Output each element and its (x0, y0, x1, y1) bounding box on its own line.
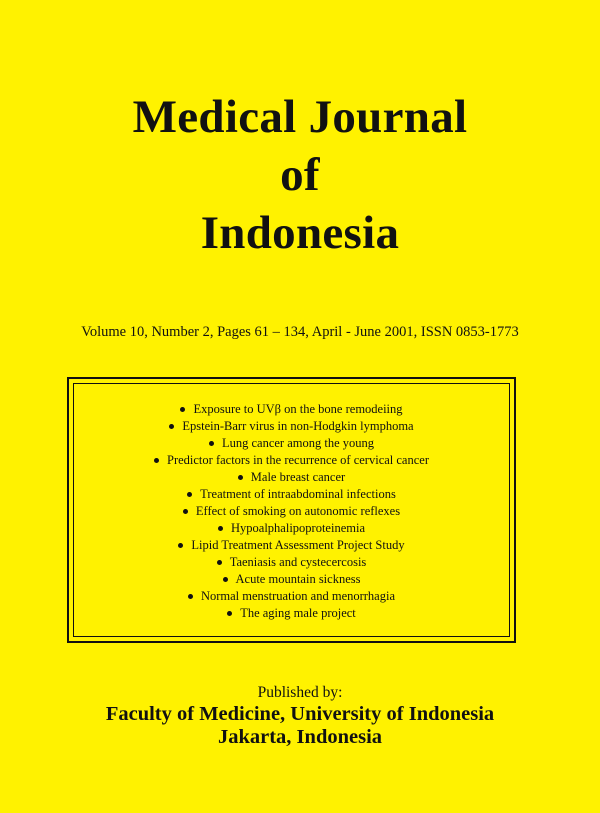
article-title: Exposure to UVβ on the bone remodeiing (193, 402, 403, 416)
article-title: Male breast cancer (250, 470, 346, 484)
publisher-label: Published by: (257, 684, 343, 701)
article-title: Acute mountain sickness (235, 572, 361, 586)
list-item (74, 520, 509, 537)
title-line-1: Medical Journal (132, 91, 468, 143)
list-item (74, 554, 509, 571)
bullet-icon (209, 441, 214, 446)
article-title: Effect of smoking on autonomic reflexes (195, 504, 401, 518)
bullet-icon (183, 509, 188, 514)
publisher-name: Faculty of Medicine, University of Indonesia (105, 703, 495, 725)
list-item (74, 469, 509, 486)
bullet-icon (218, 526, 223, 531)
bullet-icon (169, 424, 174, 429)
bullet-icon (223, 577, 228, 582)
list-item (74, 605, 509, 622)
article-title: Normal menstruation and menorrhagia (200, 589, 396, 603)
list-item (74, 503, 509, 520)
issue-info: Volume 10, Number 2, Pages 61 – 134, April - June 2001, ISSN 0853-1773 (81, 324, 519, 340)
list-item (74, 537, 509, 554)
journal-title (0, 88, 600, 262)
list-item (74, 435, 509, 452)
bullet-icon (227, 611, 232, 616)
contents-box (67, 377, 516, 643)
list-item (74, 418, 509, 435)
list-item (74, 571, 509, 588)
title-line-3: Indonesia (200, 207, 400, 259)
bullet-icon (187, 492, 192, 497)
article-title: Hypoalphalipoproteinemia (231, 521, 365, 535)
bullet-icon (238, 475, 243, 480)
bullet-icon (188, 594, 193, 599)
list-item (74, 452, 509, 469)
bullet-icon (217, 560, 222, 565)
title-line-2: of (280, 149, 320, 201)
bullet-icon (178, 543, 183, 548)
article-title: Treatment of intraabdominal infections (200, 487, 396, 501)
article-title: Taeniasis and cystecercosis (229, 555, 367, 569)
article-list (74, 401, 509, 622)
list-item (74, 401, 509, 418)
bullet-icon (180, 407, 185, 412)
article-title: Lung cancer among the young (221, 436, 375, 450)
publisher-city: Jakarta, Indonesia (217, 726, 383, 748)
article-title: Epstein-Barr virus in non-Hodgkin lymphoma (182, 419, 414, 433)
article-title: Predictor factors in the recurrence of cervical cancer (167, 453, 429, 467)
publisher-block (0, 683, 600, 749)
list-item (74, 486, 509, 503)
contents-inner-border (73, 383, 510, 637)
article-title: The aging male project (240, 606, 356, 620)
bullet-icon (154, 458, 159, 463)
article-title: Lipid Treatment Assessment Project Study (191, 538, 405, 552)
list-item (74, 588, 509, 605)
